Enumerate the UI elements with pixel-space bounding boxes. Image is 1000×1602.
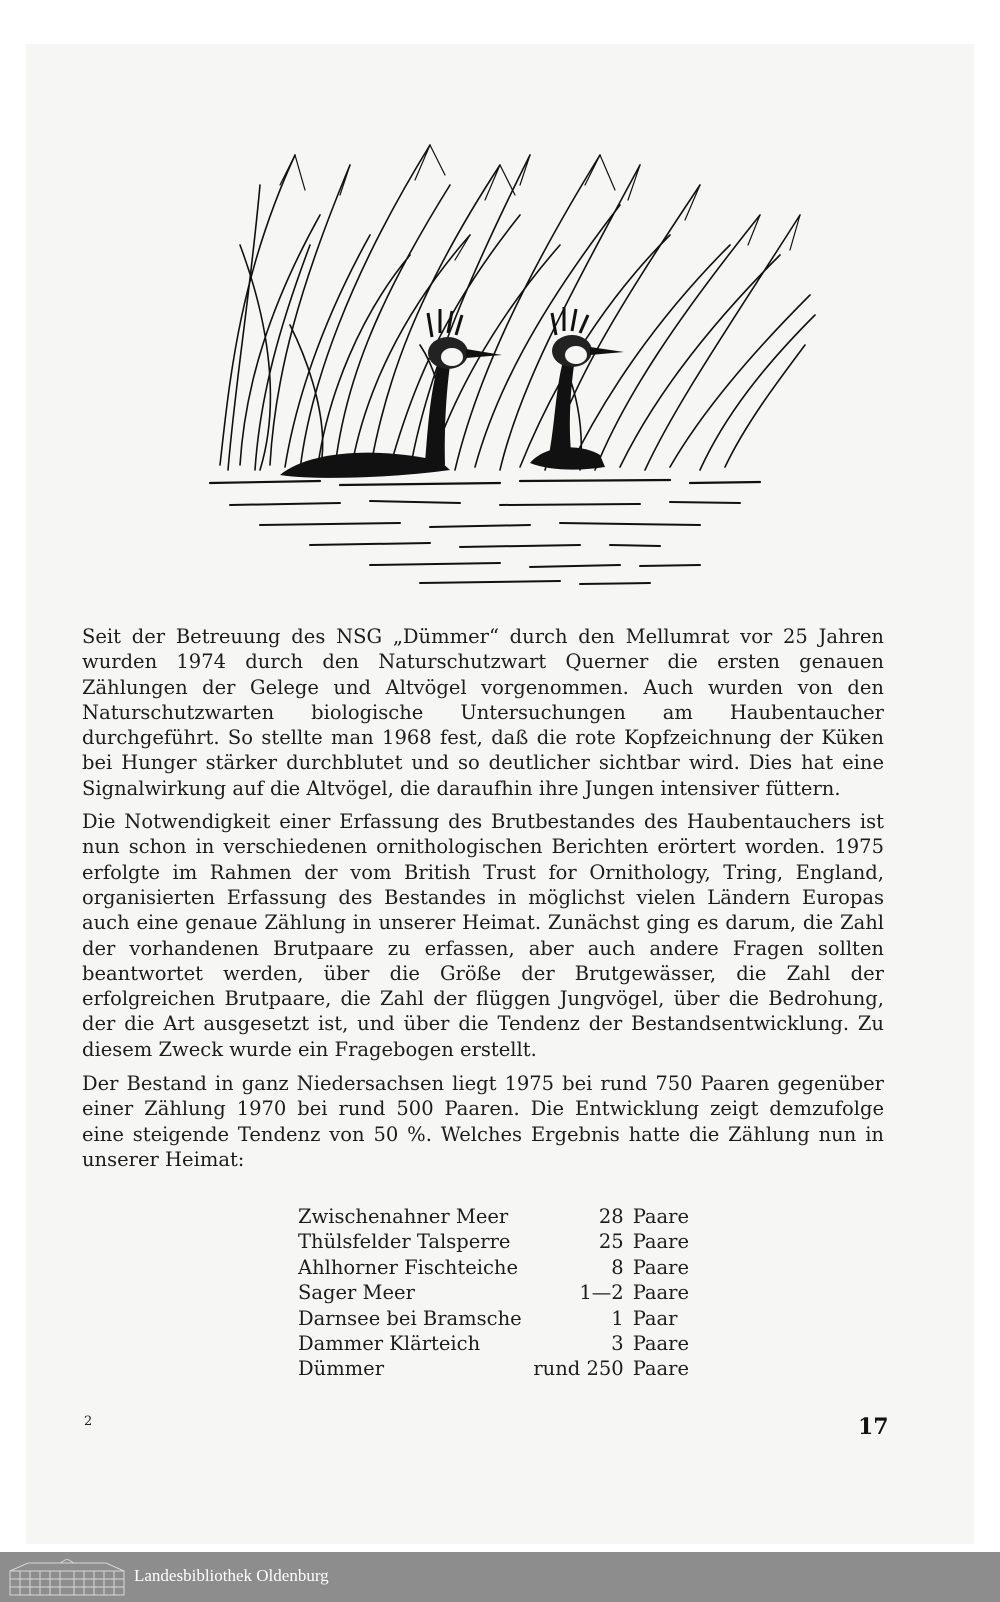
pair-count: 28 [598, 1205, 624, 1228]
table-row [298, 1356, 713, 1381]
place-name: Dammer Klärteich [298, 1332, 481, 1356]
table-row [298, 1280, 713, 1305]
pair-count: 1—2 [579, 1281, 624, 1305]
pair-count: 8 [611, 1255, 624, 1279]
table-row [298, 1204, 713, 1229]
body-text [82, 624, 884, 1172]
breeding-pairs-table [298, 1204, 713, 1382]
paragraph: Die Notwendigkeit einer Erfassung des Brutbestandes des Haubentauchers ist nun schon in verschiedenen ornithologischen Berichten erörtert worden. 1975 erfolgte im Rahmen der vom British Trust for Ornithology, Tring, England, organisierten Erfassung des Bestandes in möglichst vielen Ländern Europas auch eine genaue Zählung in unserer Heimat. Zunächst ging es darum, die Zahl der vorhandenen Brutpaare zu erfassen, aber auch andere Fragen sollten beantwortet werden, über die Größe der Brutgewässer, die Zahl der erfolgreichen Brutpaare, die Zahl der flüggen Jungvögel, über die Bedrohung, der die Art ausgesetzt ist, und über die Tendenz der Bestandsentwicklung. Zu diesem Zweck wurde ein Fragebogen erstellt. [82, 810, 884, 1061]
pair-count: 3 [611, 1332, 624, 1356]
pair-unit: Paare [632, 1230, 690, 1254]
library-building-icon [8, 1559, 126, 1597]
pair-count: 1 [611, 1306, 624, 1330]
table-row [298, 1306, 713, 1331]
table-row [298, 1331, 713, 1356]
place-name: Zwischenahner Meer [298, 1205, 509, 1228]
signature-mark: 2 [84, 1414, 93, 1429]
page-number: 17 [858, 1414, 889, 1440]
pair-count: 25 [598, 1230, 624, 1254]
pair-unit: Paare [632, 1332, 690, 1356]
pair-unit: Paare [632, 1205, 690, 1228]
pair-unit: Paar [632, 1306, 678, 1330]
pair-count: rund 250 [533, 1357, 624, 1381]
place-name: Dümmer [298, 1357, 385, 1381]
place-name: Sager Meer [298, 1281, 415, 1305]
paragraph: Seit der Betreuung des NSG „Dümmer“ durch den Mellumrat vor 25 Jahren wurden 1974 durch den Naturschutzwart Querner die ersten genauen Zählungen der Gelege und Altvögel vorgenommen. Auch wurden von den Naturschutzwarten biologische Untersuchungen am Haubentaucher durchgeführt. So stellte man 1968 fest, daß die rote Kopfzeichnung der Küken bei Hunger stärker durchblutet und so deutlicher sichtbar wird. Dies hat eine Signalwirkung auf die Altvögel, die daraufhin ihre Jungen intensiver füttern. [82, 625, 884, 800]
pair-unit: Paare [632, 1281, 690, 1305]
pair-unit: Paare [632, 1357, 690, 1381]
great-crested-grebes-in-reeds-illustration [200, 125, 840, 605]
table-row [298, 1255, 713, 1280]
place-name: Thülsfelder Talsperre [298, 1230, 511, 1254]
paragraph: Der Bestand in ganz Niedersachsen liegt 1975 bei rund 750 Paaren gegenüber einer Zählung 1970 bei rund 500 Paaren. Die Entwicklung zeigt demzufolge eine steigende Tendenz von 50 %. Welches Ergebnis hatte die Zählung nun in unserer Heimat: [82, 1072, 884, 1171]
pair-unit: Paare [632, 1255, 690, 1279]
place-name: Darnsee bei Bramsche [298, 1306, 522, 1330]
grebe-left [280, 309, 502, 478]
library-name: Landesbibliothek Oldenburg [134, 1566, 329, 1585]
place-name: Ahlhorner Fischteiche [298, 1255, 519, 1279]
library-footer-bar [0, 1552, 1000, 1602]
table-row [298, 1229, 713, 1254]
